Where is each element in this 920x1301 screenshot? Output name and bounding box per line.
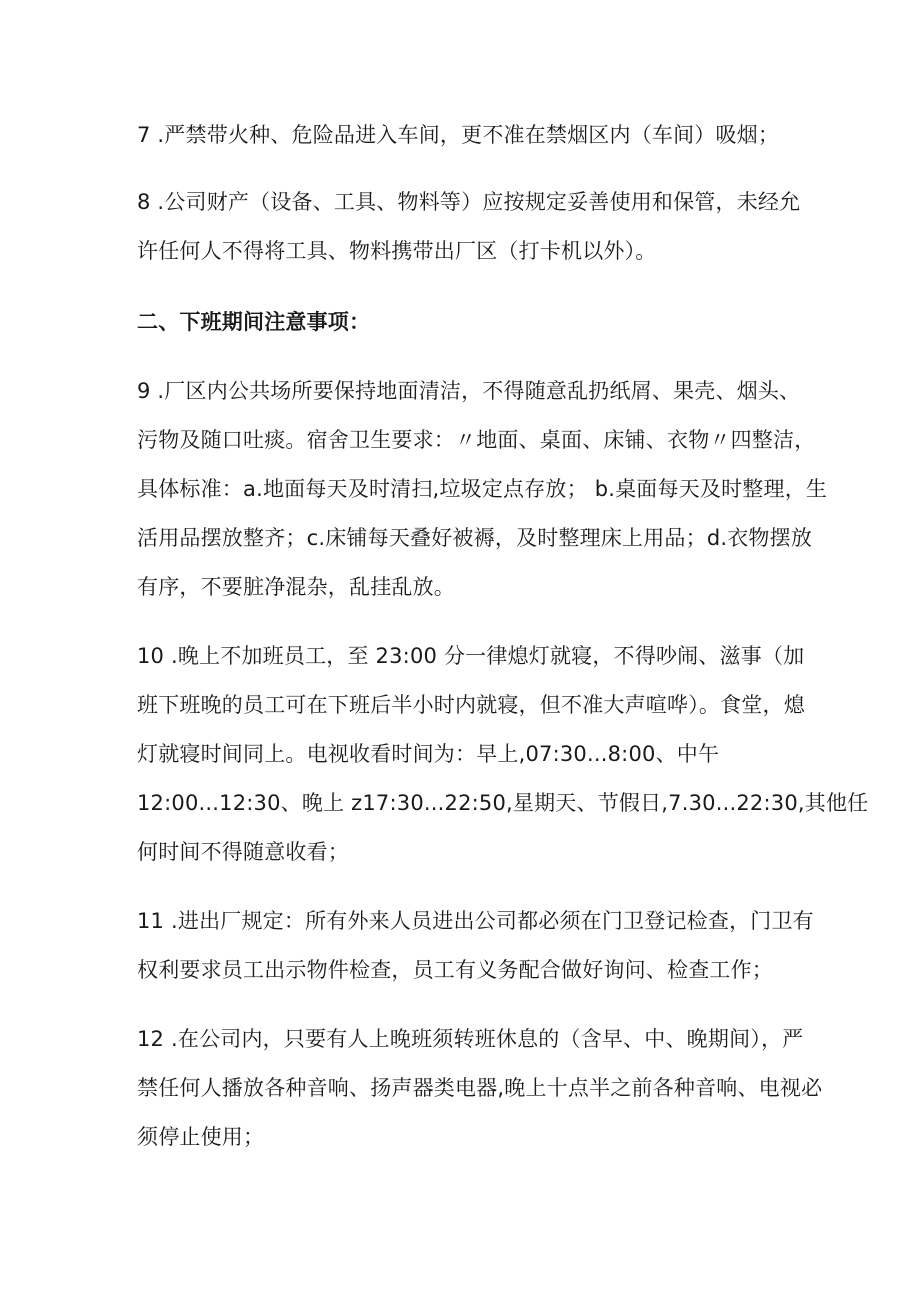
item-12-line-2: 禁任何人播放各种音响、扬声器类电器,晚上十点半之前各种音响、电视必 [137,1076,823,1100]
item-8-line-2: 许任何人不得将工具、物料携带出厂区（打卡机以外）。 [137,239,657,263]
item-9-line-5: 有序，不要脏净混杂，乱挂乱放。 [137,575,455,599]
item-7-line-1: 7 .严禁带火种、危险品进入车间，更不准在禁烟区内（车间）吸烟； [137,123,780,147]
item-10-line-3: 灯就寝时间同上。电视收看时间为：早上,07:30...8:00、中午 [137,742,720,766]
item-9-line-4: 活用品摆放整齐；c.床铺每天叠好被褥，及时整理床上用品；d.衣物摆放 [137,526,813,550]
section-heading: 二、下班期间注意事项： [137,310,371,334]
item-9-line-1: 9 .厂区内公共场所要保持地面清洁，不得随意乱扔纸屑、果壳、烟头、 [137,379,801,403]
item-9-line-2: 污物及随口吐痰。宿舍卫生要求：〃地面、桌面、床铺、衣物〃四整洁， [137,428,816,452]
item-8-line-1: 8 .公司财产（设备、工具、物料等）应按规定妥善使用和保管，未经允 [137,190,801,214]
item-10-line-4: 12:00...12:30、晚上 z17:30...22:50,星期天、节假日,7.30...22:30,其他任 [137,791,869,815]
item-11-line-2: 权利要求员工出示物件检查，员工有义务配合做好询问、检查工作； [137,958,773,982]
item-12-line-1: 12 .在公司内，只要有人上晚班须转班休息的（含早、中、晚期间），严 [137,1027,804,1051]
item-10-line-5: 何时间不得随意收看； [137,840,349,864]
item-9-line-3: 具体标准：a.地面每天及时清扫,垃圾定点存放； b.桌面每天及时整理，生 [137,477,828,501]
item-11-line-1: 11 .进出厂规定：所有外来人员进出公司都必须在门卫登记检查，门卫有 [137,909,814,933]
item-10-line-2: 班下班晚的员工可在下班后半小时内就寝，但不准大声喧哗）。食堂，熄 [137,693,805,717]
item-10-line-1: 10 .晚上不加班员工，至 23:00 分一律熄灯就寝，不得吵闹、滋事（加 [137,644,805,668]
item-12-line-3: 须停止使用； [137,1125,265,1149]
